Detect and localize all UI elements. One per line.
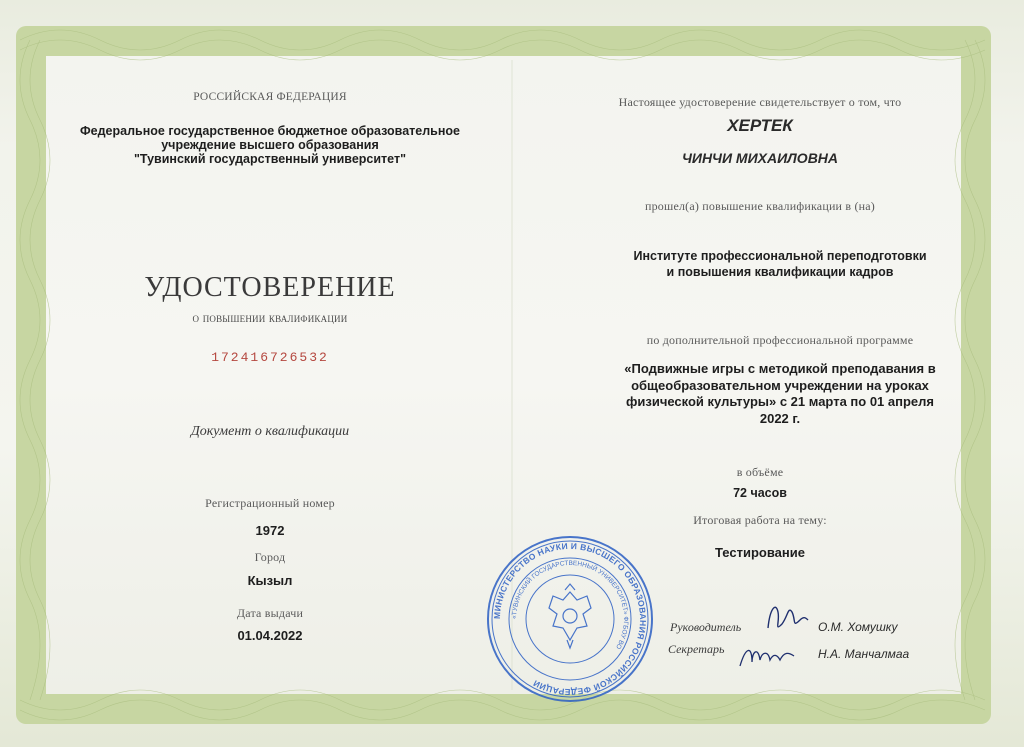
- program-line-4: 2022 г.: [759, 410, 801, 426]
- document-type: Документ о квалификации: [190, 424, 350, 439]
- city-value: Кызыл: [247, 573, 293, 588]
- svg-text:МИНИСТЕРСТВО НАУКИ И ВЫСШЕГО О: МИНИСТЕРСТВО НАУКИ И ВЫСШЕГО ОБРАЗОВАНИЯ РОССИЙСКОЙ ФЕДЕРАЦИИ: [491, 540, 649, 698]
- given-names: ЧИНЧИ МИХАИЛОВНА: [681, 150, 839, 166]
- issue-date-label: Дата выдачи: [236, 606, 304, 620]
- country-header: РОССИЙСКАЯ ФЕДЕРАЦИЯ: [193, 91, 347, 103]
- city-label: Город: [254, 550, 286, 564]
- program-label: по дополнительной профессиональной программе: [646, 333, 914, 347]
- secretary-label: Секретарь: [668, 642, 725, 656]
- volume-label: в объёме: [736, 465, 784, 479]
- secretary-signature: [736, 640, 798, 674]
- surname: ХЕРТЕК: [727, 116, 793, 135]
- document-subtitle: о повышении квалификации: [192, 310, 348, 325]
- registration-number: 1972: [255, 523, 285, 538]
- organization-line-1: Институте профессиональной переподготовки: [633, 249, 927, 263]
- document-title: УДОСТОВЕРЕНИЕ: [144, 272, 396, 303]
- issue-date-value: 01.04.2022: [237, 628, 303, 643]
- volume-value: 72 часов: [733, 486, 787, 500]
- supervisor-signature: [762, 598, 810, 638]
- official-seal: [483, 532, 657, 706]
- institution-line-3: "Тувинский государственный университет": [134, 152, 406, 166]
- institution-name: [50, 124, 490, 166]
- final-work-value: Тестирование: [715, 545, 805, 560]
- secretary-name: Н.А. Манчалмаа: [818, 647, 910, 661]
- supervisor-label: Руководитель: [670, 620, 742, 634]
- program-line-2: общеобразовательном учреждении на уроках: [631, 377, 929, 393]
- final-work-label: Итоговая работа на тему:: [693, 513, 827, 527]
- passed-text: прошел(а) повышение квалификации в (на): [644, 199, 875, 213]
- program-line-3: физической культуры» с 21 марта по 01 апреля: [626, 394, 934, 409]
- certifies-text: Настоящее удостоверение свидетельствует о том, что: [618, 95, 902, 109]
- serial-number: 172416726532: [211, 350, 329, 365]
- institution-line-1: Федеральное государственное бюджетное образовательное: [80, 124, 460, 138]
- organization-name: [580, 248, 980, 280]
- organization-line-2: и повышения квалификации кадров: [666, 265, 894, 279]
- registration-label: Регистрационный номер: [205, 496, 335, 510]
- institution-line-2: учреждение высшего образования: [161, 138, 379, 152]
- program-line-1: «Подвижные игры с методикой преподавания в: [624, 361, 936, 376]
- supervisor-name: О.М. Хомушку: [818, 620, 898, 634]
- svg-text:«ТУВИНСКИЙ ГОСУДАРСТВЕННЫЙ УНИ: «ТУВИНСКИЙ ГОСУДАРСТВЕННЫЙ УНИВЕРСИТЕТ» ФГБОУ ВО: [510, 559, 630, 651]
- program-title: [575, 361, 985, 427]
